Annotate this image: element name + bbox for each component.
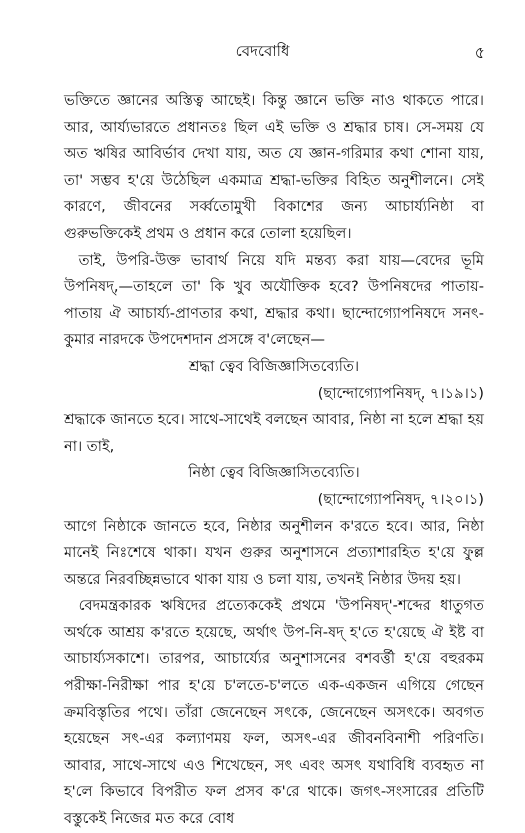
sanskrit-verse-1: শ্রদ্ধা ত্বেব বিজিজ্ঞাসিতব্যেতি। (188, 357, 360, 375)
citation-2: (ছান্দোগ্যোপনিষদ্, ৭।২০।১) (317, 490, 484, 508)
running-title: বেদবোধি (235, 42, 290, 60)
paragraph-4: আগে নিষ্ঠাকে জানতে হবে, নিষ্ঠার অনুশীলন ক'রতে হবে। আর, নিষ্ঠা মানেই নিঃশেষে থাকা। যখন গুরুর অনুশাসনে প্রত্যাশারহিত হ'য়ে ফুল্ল অন্তরে নিরবচ্ছিন্নভাবে থাকা যায় ও চলা যায়, তখনই নিষ্ঠার উদয় হয়। (64, 517, 484, 588)
citation-1: (ছান্দোগ্যোপনিষদ্, ৭।১৯।১) (317, 384, 484, 402)
sanskrit-verse-2: নিষ্ঠা ত্বেব বিজিজ্ঞাসিতব্যেতি। (188, 464, 360, 482)
paragraph-5: বেদমন্ত্রকারক ঋষিদের প্রত্যেককেই প্রথমে 'উপনিষদ্'-শব্দের ধাতুগত অর্থকে আশ্রয় ক'রতে হয়েছে, অর্থাৎ উপ-নি-ষদ্ হ'তে হ'য়েছে ঐ ইষ্ট বা আচার্য্যসকাশে। তারপর, আচার্য্যের অনুশাসনের বশবর্ত্তী হ'য়ে বহুরকম পরীক্ষা-নিরীক্ষা পার হ'য়ে চ'লতে-চ'লতে এক-একজন এগিয়ে গেছেন ক্রমবিস্তৃতির পথে। তাঁরা জেনেছেন সৎকে, জেনেছেন অসৎকে। অবগত হয়েছেন সৎ-এর কল্যাণময় ফল, অসৎ-এর জীবনবিনাশী পরিণতি। আবার, সাথে-সাথে এও শিখেছেন, সৎ এবং অসৎ যথাবিধি ব্যবহৃত না হ'লে কিভাবে বিপরীত ফল প্রসব ক'রে থাকে। জগৎ-সংসারের প্রতিটি বস্তুকেই নিজের মত করে বোধ (64, 597, 484, 828)
paragraph-2: তাই, উপরি-উক্ত ভাবার্থ নিয়ে যদি মন্তব্য করা যায়—বেদের ভূমি উপনিষদ্,—তাহলে তা' কি খুব অযৌক্তিক হবে? উপনিষদের পাতায়-পাতায় ঐ আচার্য্য-প্রাণতার কথা, শ্রদ্ধার কথা। ছান্দোগ্যোপনিষদে সনৎ-কুমার নারদকে উপদেশদান প্রসঙ্গে ব'লেছেন— (64, 251, 484, 349)
paragraph-1: ভক্তিতে জ্ঞানের অস্তিত্ব আছেই। কিন্তু জ্ঞানে ভক্তি নাও থাকতে পারে। আর, আর্য্যভারতে প্রধানতঃ ছিল এই ভক্তি ও শ্রদ্ধার চাষ। সে-সময় যে অত ঋষির আবির্ভাব দেখা যায়, অত যে জ্ঞান-গরিমার কথা শোনা যায়, তা' সম্ভব হ'য়ে উঠেছিল একমাত্র শ্রদ্ধা-ভক্তির বিহিত অনুশীলনে। সেই কারণে, জীবনের সর্ব্বতোমুখী বিকাশের জন্য আচার্য্যনিষ্ঠা বা গুরুভক্তিকেই প্রথম ও প্রধান করে তোলা হয়েছিল। (64, 92, 484, 242)
page-number: ৫ (474, 43, 485, 62)
body-text (64, 88, 484, 833)
paragraph-3: শ্রদ্ধাকে জানতে হবে। সাথে-সাথেই বলছেন আবার, নিষ্ঠা না হলে শ্রদ্ধা হয় না। তাই, (64, 411, 484, 455)
